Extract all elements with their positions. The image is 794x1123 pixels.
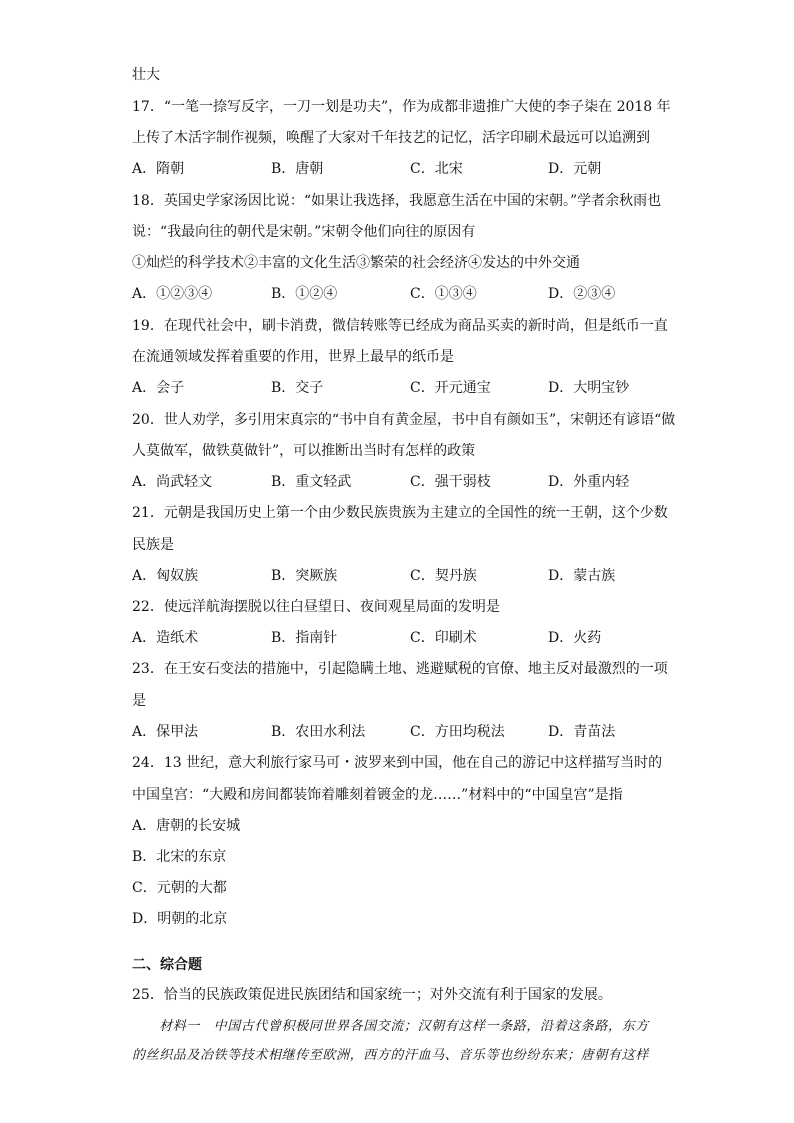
text-line: 壮大 bbox=[132, 67, 160, 83]
option-c[interactable]: C．方田均税法 bbox=[410, 724, 505, 740]
question-22-options bbox=[132, 628, 692, 648]
option-d[interactable]: D．火药 bbox=[548, 630, 602, 646]
question-20-text: 20．世人劝学，多引用宋真宗的“书中自有黄金屋，书中自有颜如玉”，宋朝还有谚语“做 bbox=[132, 412, 676, 428]
question-18-options bbox=[132, 284, 692, 304]
question-20-text: 人莫做军，做铁莫做针”，可以推断出当时有怎样的政策 bbox=[132, 443, 476, 459]
option-b[interactable]: B．突厥族 bbox=[271, 568, 338, 584]
option-a[interactable]: A．会子 bbox=[132, 380, 185, 396]
option-b[interactable]: B．唐朝 bbox=[271, 161, 324, 177]
question-19-text: 在流通领域发挥着重要的作用，世界上最早的纸币是 bbox=[132, 349, 454, 365]
option-b[interactable]: B．农田水利法 bbox=[271, 724, 366, 740]
question-22-text: 22．使远洋航海摆脱以往白昼望日、夜间观星局面的发明是 bbox=[132, 599, 500, 615]
question-20-options bbox=[132, 472, 692, 492]
option-c[interactable]: C．北宋 bbox=[410, 161, 463, 177]
option-a[interactable]: A．唐朝的长安城 bbox=[132, 818, 241, 834]
option-b[interactable]: B．重文轻武 bbox=[271, 474, 352, 490]
option-d[interactable]: D．青苗法 bbox=[548, 724, 616, 740]
option-d[interactable]: D．元朝 bbox=[548, 161, 602, 177]
question-18-text: 说：“我最向往的朝代是宋朝。”宋朝令他们向往的原因有 bbox=[132, 224, 476, 240]
option-b[interactable]: B．①②④ bbox=[271, 286, 338, 302]
question-19-text: 19．在现代社会中，刷卡消费，微信转账等已经成为商品买卖的新时尚，但是纸币一直 bbox=[132, 318, 668, 334]
question-24-text: 24．13 世纪，意大利旅行家马可・波罗来到中国，他在自己的游记中这样描写当时的 bbox=[132, 755, 663, 771]
question-21-options bbox=[132, 566, 692, 586]
question-19-options bbox=[132, 378, 692, 398]
option-c[interactable]: C．元朝的大都 bbox=[132, 880, 227, 896]
question-17-options bbox=[132, 159, 692, 179]
question-24-text: 中国皇宫：“大殿和房间都装饰着雕刻着镀金的龙……”材料中的“中国皇宫”是指 bbox=[132, 787, 623, 803]
option-d[interactable]: D．②③④ bbox=[548, 286, 616, 302]
question-23-options bbox=[132, 722, 692, 742]
option-a[interactable]: A．保甲法 bbox=[132, 724, 199, 740]
section-heading: 二、综合题 bbox=[132, 957, 202, 973]
option-d[interactable]: D．明朝的北京 bbox=[132, 911, 228, 927]
question-17-text: 17．“一笔一捺写反字，一刀一划是功夫”，作为成都非遗推广大使的李子柒在 2018 年 bbox=[132, 99, 671, 115]
option-c[interactable]: C．①③④ bbox=[410, 286, 477, 302]
option-a[interactable]: A．尚武轻文 bbox=[132, 474, 213, 490]
question-23-text: 是 bbox=[132, 693, 146, 709]
option-c[interactable]: C．印刷术 bbox=[410, 630, 477, 646]
option-b[interactable]: B．北宋的东京 bbox=[132, 849, 227, 865]
option-a[interactable]: A．隋朝 bbox=[132, 161, 185, 177]
question-23-text: 23．在王安石变法的措施中，引起隐瞒土地、逃避赋税的官僚、地主反对最激烈的一项 bbox=[132, 661, 668, 677]
material-text: 材料一 中国古代曾积极同世界各国交流；汉朝有这样一条路，沿着这条路，东方 bbox=[132, 1019, 649, 1034]
material-text: 的丝织品及冶铁等技术相继传至欧洲，西方的汗血马、音乐等也纷纷东来；唐朝有这样 bbox=[132, 1048, 649, 1063]
question-21-text: 民族是 bbox=[132, 537, 174, 553]
option-c[interactable]: C．开元通宝 bbox=[410, 380, 491, 396]
question-25-text: 25．恰当的民族政策促进民族团结和国家统一；对外交流有利于国家的发展。 bbox=[132, 987, 612, 1003]
option-b[interactable]: B．交子 bbox=[271, 380, 324, 396]
option-a[interactable]: A．①②③④ bbox=[132, 286, 213, 302]
option-a[interactable]: A．造纸术 bbox=[132, 630, 199, 646]
option-d[interactable]: D．大明宝钞 bbox=[548, 380, 630, 396]
option-b[interactable]: B．指南针 bbox=[271, 630, 338, 646]
question-18-text: ①灿烂的科学技术②丰富的文化生活③繁荣的社会经济④发达的中外交通 bbox=[132, 255, 580, 271]
option-c[interactable]: C．契丹族 bbox=[410, 568, 477, 584]
question-17-text: 上传了木活字制作视频，唤醒了大家对千年技艺的记忆，活字印刷术最远可以追溯到 bbox=[132, 130, 650, 146]
option-d[interactable]: D．外重内轻 bbox=[548, 474, 630, 490]
question-18-text: 18．英国史学家汤因比说：“如果让我选择，我愿意生活在中国的宋朝。”学者余秋雨也 bbox=[132, 193, 662, 209]
question-21-text: 21．元朝是我国历史上第一个由少数民族贵族为主建立的全国性的统一王朝，这个少数 bbox=[132, 505, 668, 521]
option-d[interactable]: D．蒙古族 bbox=[548, 568, 616, 584]
option-a[interactable]: A．匈奴族 bbox=[132, 568, 199, 584]
option-c[interactable]: C．强干弱枝 bbox=[410, 474, 491, 490]
